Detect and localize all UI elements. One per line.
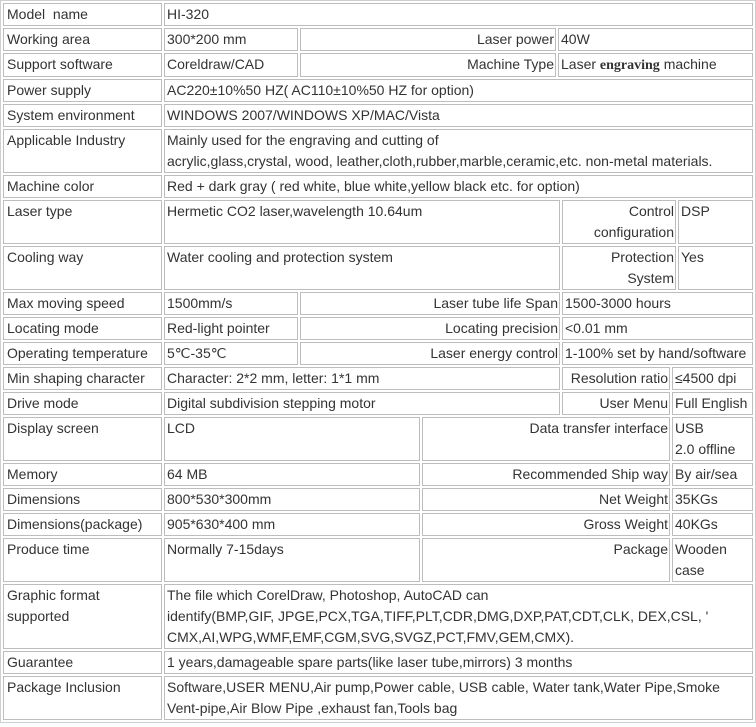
spec-row-system-environment (3, 104, 753, 127)
data-transfer-interface-label: Data transfer interface (422, 417, 670, 461)
package-value: Wooden case (672, 538, 753, 582)
system-environment-label: System environment (3, 104, 162, 127)
support-software-value: Coreldraw/CAD (164, 53, 298, 77)
memory-value: 64 MB (164, 463, 420, 486)
package-label: Package (422, 538, 670, 582)
resolution-ratio-label: Resolution ratio (562, 367, 670, 390)
graphic-format-value: The file which CorelDraw, Photoshop, AutoCAD can identify(BMP,GIF, JPGE,PCX,TGA,TIFF,PLT,CDR,DMG,DXP,PAT,CDT,CLK, DEX,CSL, ' CMX,AI,WPG,WMF,EMF,CGM,SVG,SVGZ,PCT,FMV,GEM,CMX). (164, 584, 753, 649)
dimensions-label: Dimensions (3, 488, 162, 511)
locating-mode-label: Locating mode (3, 317, 162, 340)
operating-temperature-value: 5℃-35℃ (164, 342, 298, 365)
support-software-label: Support software (3, 53, 162, 77)
spec-row-produce-time (3, 538, 753, 582)
user-menu-value: Full English (672, 392, 753, 415)
display-screen-label: Display screen (3, 417, 162, 461)
spec-row-package-inclusion (3, 676, 753, 720)
power-supply-value: AC220±10%50 HZ( AC110±10%50 HZ for option) (164, 79, 753, 102)
spec-row-locating-mode (3, 317, 753, 340)
machine-type-label: Machine Type (300, 53, 556, 77)
package-inclusion-value: Software,USER MENU,Air pump,Power cable, USB cable, Water tank,Water Pipe,Smoke Vent-pipe,Air Blow Pipe ,exhaust fan,Tools bag (164, 676, 753, 720)
min-shaping-character-value: Character: 2*2 mm, letter: 1*1 mm (164, 367, 560, 390)
protection-system-label: Protection System (562, 246, 676, 290)
spec-row-model-name (3, 3, 753, 26)
spec-row-graphic-format (3, 584, 753, 649)
power-supply-label: Power supply (3, 79, 162, 102)
spec-row-dimensions-package (3, 513, 753, 536)
control-configuration-label: Control configuration (562, 200, 676, 244)
cooling-way-label: Cooling way (3, 246, 162, 290)
model-name-label: Model name (3, 3, 162, 26)
dimensions-package-value: 905*630*400 mm (164, 513, 420, 536)
min-shaping-character-label: Min shaping character (3, 367, 162, 390)
laser-tube-life-span-label: Laser tube life Span (300, 292, 560, 315)
locating-mode-value: Red-light pointer (164, 317, 298, 340)
dimensions-package-label: Dimensions(package) (3, 513, 162, 536)
drive-mode-value: Digital subdivision stepping motor (164, 392, 560, 415)
spec-row-memory (3, 463, 753, 486)
produce-time-label: Produce time (3, 538, 162, 582)
locating-precision-value: <0.01 mm (562, 317, 753, 340)
applicable-industry-value: Mainly used for the engraving and cutting of acrylic,glass,crystal, wood, leather,cloth,rubber,marble,ceramic,etc. non-metal materials. (164, 129, 753, 173)
data-transfer-interface-value: USB 2.0 offline (672, 417, 753, 461)
gross-weight-value: 40KGs (672, 513, 753, 536)
applicable-industry-label: Applicable Industry (3, 129, 162, 173)
recommended-ship-way-label: Recommended Ship way (422, 463, 670, 486)
machine-type-value (558, 53, 753, 77)
spec-row-machine-color (3, 175, 753, 198)
spec-row-dimensions (3, 488, 753, 511)
model-name-value: HI-320 (164, 3, 753, 26)
machine-color-label: Machine color (3, 175, 162, 198)
spec-row-operating-temperature (3, 342, 753, 365)
net-weight-label: Net Weight (422, 488, 670, 511)
laser-type-label: Laser type (3, 200, 162, 244)
laser-power-value: 40W (558, 28, 753, 51)
recommended-ship-way-value: By air/sea (672, 463, 753, 486)
spec-row-cooling-way (3, 246, 753, 290)
graphic-format-label: Graphic format supported (3, 584, 162, 649)
laser-type-value: Hermetic CO2 laser,wavelength 10.64um (164, 200, 560, 244)
machine-type-value-emphasis: engraving (599, 58, 660, 73)
laser-tube-life-span-value: 1500-3000 hours (562, 292, 753, 315)
spec-row-working-area (3, 28, 753, 51)
spec-row-applicable-industry (3, 129, 753, 173)
spec-row-laser-type (3, 200, 753, 244)
spec-row-guarantee (3, 651, 753, 674)
laser-power-label: Laser power (300, 28, 556, 51)
spec-row-support-software (3, 53, 753, 77)
locating-precision-label: Locating precision (300, 317, 560, 340)
memory-label: Memory (3, 463, 162, 486)
spec-row-power-supply (3, 79, 753, 102)
machine-type-value-suffix: machine (659, 56, 717, 72)
spec-row-max-moving-speed (3, 292, 753, 315)
max-moving-speed-label: Max moving speed (3, 292, 162, 315)
spec-row-drive-mode (3, 392, 753, 415)
net-weight-value: 35KGs (672, 488, 753, 511)
laser-energy-control-label: Laser energy control (300, 342, 560, 365)
gross-weight-label: Gross Weight (422, 513, 670, 536)
max-moving-speed-value: 1500mm/s (164, 292, 298, 315)
system-environment-value: WINDOWS 2007/WINDOWS XP/MAC/Vista (164, 104, 753, 127)
machine-type-value-prefix: Laser (561, 56, 600, 72)
working-area-value: 300*200 mm (164, 28, 298, 51)
guarantee-value: 1 years,damageable spare parts(like laser tube,mirrors) 3 months (164, 651, 753, 674)
package-inclusion-label: Package Inclusion (3, 676, 162, 720)
display-screen-value: LCD (164, 417, 420, 461)
drive-mode-label: Drive mode (3, 392, 162, 415)
spec-row-min-shaping-character (3, 367, 753, 390)
produce-time-value: Normally 7-15days (164, 538, 420, 582)
protection-system-value: Yes (678, 246, 753, 290)
guarantee-label: Guarantee (3, 651, 162, 674)
laser-energy-control-value: 1-100% set by hand/software (562, 342, 753, 365)
spec-row-display-screen (3, 417, 753, 461)
cooling-way-value: Water cooling and protection system (164, 246, 560, 290)
working-area-label: Working area (3, 28, 162, 51)
resolution-ratio-value: ≤4500 dpi (672, 367, 753, 390)
user-menu-label: User Menu (562, 392, 670, 415)
operating-temperature-label: Operating temperature (3, 342, 162, 365)
dimensions-value: 800*530*300mm (164, 488, 420, 511)
machine-color-value: Red + dark gray ( red white, blue white,yellow black etc. for option) (164, 175, 753, 198)
control-configuration-value: DSP (678, 200, 753, 244)
